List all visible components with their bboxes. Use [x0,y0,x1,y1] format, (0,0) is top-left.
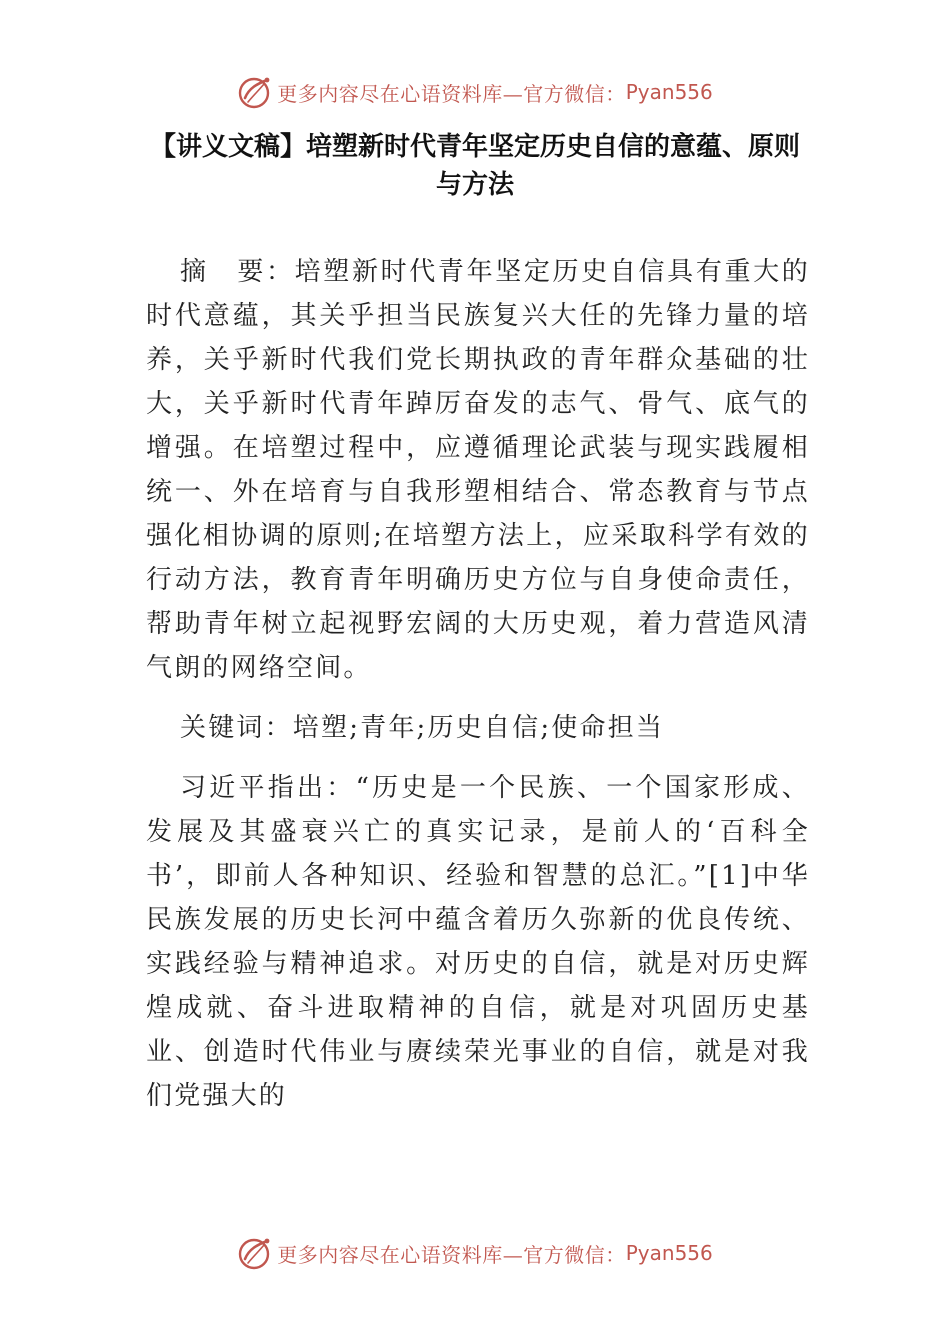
watermark-text: 更多内容尽在心语资料库—官方微信： [277,1242,626,1267]
abstract-paragraph: 摘 要：培塑新时代青年坚定历史自信具有重大的时代意蕴，其关乎担当民族复兴大任的先锋力量的培养，关乎新时代我们党长期执政的青年群众基础的壮大，关乎新时代青年踔厉奋发的志气、骨气、底气的增强。在培塑过程中，应遵循理论武装与现实践履相统一、外在培育与自我形塑相结合、常态教育与节点强化相协调的原则;在培塑方法上，应采取科学有效的行动方法，教育青年明确历史方位与自身使命责任，帮助青年树立起视野宏阔的大历史观，着力营造风清气朗的网络空间。 [146,257,810,683]
document-title: 【讲义文稿】培塑新时代青年坚定历史自信的意蕴、原则与方法 [149,132,800,200]
header-watermark [0,70,950,114]
watermark-handle: Pyan556 [625,1241,713,1265]
logo-icon [237,74,273,110]
keywords-paragraph: 关键词：培塑;青年;历史自信;使命担当 [180,713,665,743]
logo-icon [237,1235,273,1271]
body-paragraph: 习近平指出：“历史是一个民族、一个国家形成、发展及其盛衰兴亡的真实记录，是前人的‘百科全书’，即前人各种知识、经验和智慧的总汇。”[1]中华民族发展的历史长河中蕴含着历久弥新的优良传统、实践经验与精神追求。对历史的自信，就是对历史辉煌成就、奋斗进取精神的自信，就是对巩固历史基业、创造时代伟业与赓续荣光事业的自信，就是对我们党强大的 [146,773,810,1111]
footer-watermark [0,1231,950,1275]
document-body [146,250,810,1134]
watermark-handle: Pyan556 [625,80,713,104]
watermark-text: 更多内容尽在心语资料库—官方微信： [277,81,626,106]
